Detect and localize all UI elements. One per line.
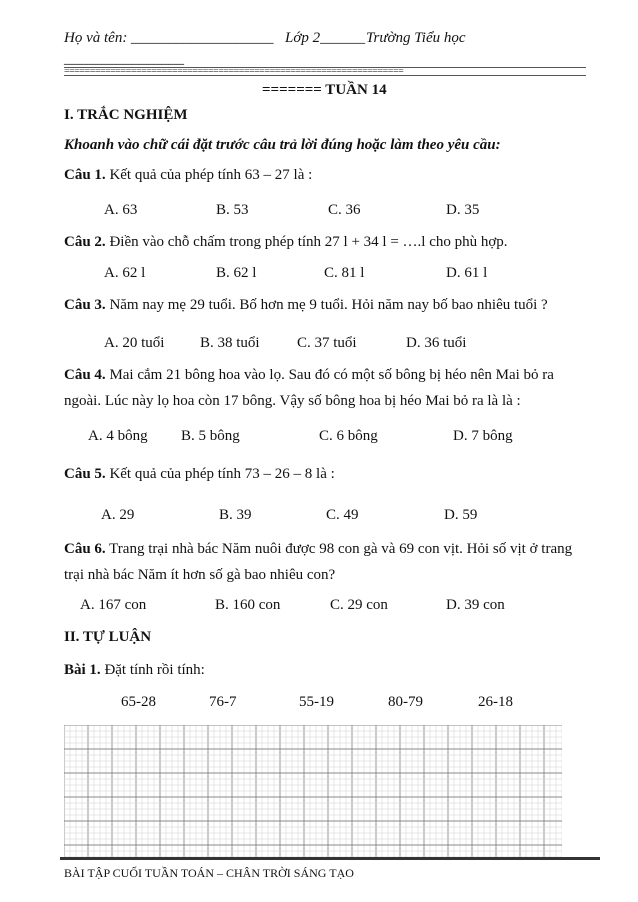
section-1-title: I. TRẮC NGHIỆM: [64, 107, 188, 123]
footer-divider: [60, 857, 600, 860]
question-4-text-line2: ngoài. Lúc này lọ hoa còn 17 bông. Vậy số bông hoa bị héo Mai bỏ ra là là :: [64, 393, 521, 409]
calculation-1: 65-28: [121, 694, 156, 710]
school-label: Trường Tiểu học: [366, 30, 466, 46]
question-4-text: Mai cắm 21 bông hoa vào lọ. Sau đó có một số bông bị héo nên Mai bỏ ra: [105, 367, 554, 383]
question-3-text: Năm nay mẹ 29 tuổi. Bố hơn mẹ 9 tuổi. Hỏi năm nay bố bao nhiêu tuổi ?: [105, 297, 548, 313]
exercise-1-text: Đặt tính rồi tính:: [100, 662, 205, 678]
q1-option-c[interactable]: C. 36: [328, 202, 361, 218]
q5-option-b[interactable]: B. 39: [219, 507, 252, 523]
q1-option-a[interactable]: A. 63: [104, 202, 138, 218]
q4-option-d[interactable]: D. 7 bông: [453, 428, 513, 444]
calculation-5: 26-18: [478, 694, 513, 710]
q5-option-a[interactable]: A. 29: [101, 507, 135, 523]
question-1-label: Câu 1.: [64, 167, 106, 183]
q6-option-a[interactable]: A. 167 con: [80, 597, 147, 613]
q5-option-c[interactable]: C. 49: [326, 507, 359, 523]
question-5: [64, 465, 335, 483]
question-1-text: Kết quả của phép tính 63 – 27 là :: [105, 167, 313, 183]
week-title: ======= TUẦN 14: [262, 82, 387, 98]
q1-option-b[interactable]: B. 53: [216, 202, 249, 218]
calculation-3: 55-19: [299, 694, 334, 710]
q2-option-a[interactable]: A. 62 l: [104, 265, 146, 281]
q1-option-d[interactable]: D. 35: [446, 202, 480, 218]
exercise-1: [64, 661, 205, 679]
q3-option-a[interactable]: A. 20 tuổi: [104, 335, 165, 351]
section-2-title: II. TỰ LUẬN: [64, 629, 152, 645]
q2-option-c[interactable]: C. 81 l: [324, 265, 365, 281]
q2-option-b[interactable]: B. 62 l: [216, 265, 257, 281]
q5-option-d[interactable]: D. 59: [444, 507, 478, 523]
question-6-label: Câu 6.: [64, 541, 106, 557]
q3-option-b[interactable]: B. 38 tuổi: [200, 335, 260, 351]
exercise-1-label: Bài 1.: [64, 662, 101, 678]
q6-option-c[interactable]: C. 29 con: [330, 597, 388, 613]
q4-option-a[interactable]: A. 4 bông: [88, 428, 148, 444]
question-5-label: Câu 5.: [64, 466, 106, 482]
question-4-label: Câu 4.: [64, 367, 106, 383]
class-label: Lớp 2______: [285, 30, 366, 46]
q4-option-b[interactable]: B. 5 bông: [181, 428, 240, 444]
q6-option-b[interactable]: B. 160 con: [215, 597, 281, 613]
header-divider-text: ==================================================================: [64, 66, 404, 77]
q6-option-d[interactable]: D. 39 con: [446, 597, 505, 613]
q4-option-c[interactable]: C. 6 bông: [319, 428, 378, 444]
question-3-label: Câu 3.: [64, 297, 106, 313]
question-6-text: Trang trại nhà bác Năm nuôi được 98 con gà và 69 con vịt. Hỏi số vịt ở trang: [105, 541, 573, 557]
q3-option-d[interactable]: D. 36 tuổi: [406, 335, 467, 351]
question-6-text-line2: trại nhà bác Năm ít hơn số gà bao nhiêu con?: [64, 567, 336, 583]
q2-option-d[interactable]: D. 61 l: [446, 265, 488, 281]
question-2-label: Câu 2.: [64, 234, 106, 250]
practice-grid[interactable]: [64, 725, 562, 857]
question-3: [64, 296, 548, 314]
footer-text: BÀI TẬP CUỐI TUẦN TOÁN – CHÂN TRỜI SÁNG TẠO: [64, 866, 354, 880]
calculation-4: 80-79: [388, 694, 423, 710]
calculation-2: 76-7: [209, 694, 237, 710]
question-2-text: Điền vào chỗ chấm trong phép tính 27 l + 34 l = ….l cho phù hợp.: [105, 234, 508, 250]
section-1-instruction: Khoanh vào chữ cái đặt trước câu trả lời đúng hoặc làm theo yêu cầu:: [64, 137, 501, 153]
question-1: [64, 166, 312, 184]
question-6: [64, 540, 572, 558]
student-name-label: Họ và tên: ___________________: [64, 30, 274, 46]
question-5-text: Kết quả của phép tính 73 – 26 – 8 là :: [105, 466, 335, 482]
name-continuation-line: ________________: [64, 51, 184, 67]
question-2: [64, 233, 508, 251]
q3-option-c[interactable]: C. 37 tuổi: [297, 335, 357, 351]
question-4: [64, 366, 554, 384]
